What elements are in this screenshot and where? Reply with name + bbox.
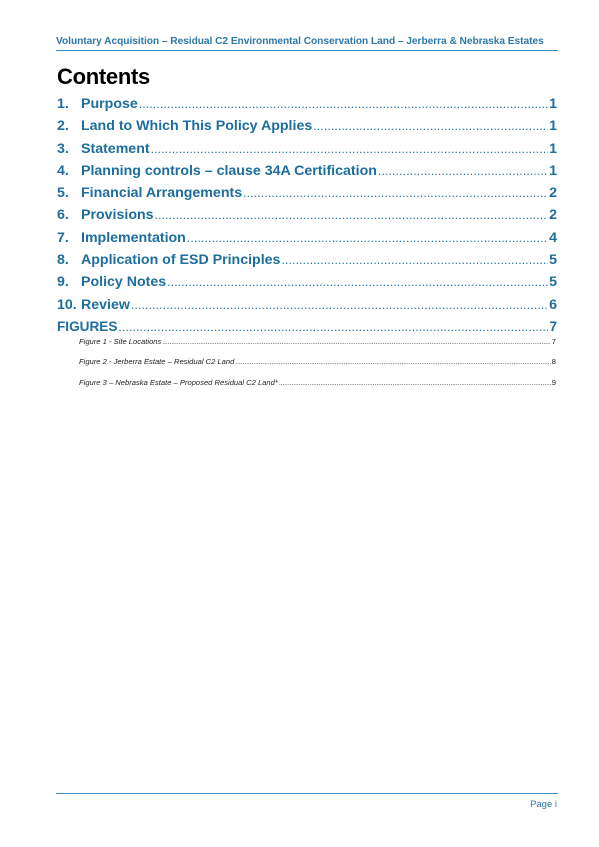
figure-entry-page: 7 xyxy=(551,337,556,346)
toc-entry-label: Review xyxy=(81,296,130,313)
toc-entry-page: 7 xyxy=(549,318,557,334)
toc-leader-dots xyxy=(131,298,548,312)
toc-leader-dots xyxy=(243,186,548,200)
toc-entry-page: 1 xyxy=(549,118,557,135)
toc-entry-label: Purpose xyxy=(81,96,138,112)
toc-entry-page: 4 xyxy=(549,229,557,246)
toc-entry-statement[interactable] xyxy=(57,141,557,163)
table-of-contents xyxy=(57,96,557,341)
toc-entry-land[interactable] xyxy=(57,118,557,140)
contents-title: Contents xyxy=(57,64,150,89)
toc-entry-provisions[interactable] xyxy=(57,207,557,229)
toc-leader-dots xyxy=(167,275,548,289)
figure-entry-page: 8 xyxy=(551,357,556,367)
toc-entry-page: 5 xyxy=(549,252,557,269)
figure-entry-label: Figure 1 - Site Locations xyxy=(79,337,162,346)
toc-entry-number: 1. xyxy=(57,96,69,112)
running-header: Voluntary Acquisition – Residual C2 Environmental Conservation Land – Jerberra & Nebraska Estates xyxy=(56,36,544,47)
toc-entry-page: 2 xyxy=(549,207,557,224)
toc-entry-implementation[interactable] xyxy=(57,230,557,252)
toc-entry-page: 5 xyxy=(549,274,557,291)
toc-entry-purpose[interactable] xyxy=(57,96,557,118)
figure-entry-label: Figure 2 - Jerberra Estate – Residual C2 Land xyxy=(79,357,235,367)
toc-entry-number: 7. xyxy=(57,229,69,246)
toc-leader-dots xyxy=(155,208,549,222)
footer-divider xyxy=(56,793,558,794)
toc-entry-number: 2. xyxy=(57,118,69,135)
toc-entry-number: 8. xyxy=(57,252,69,269)
toc-entry-label: Statement xyxy=(81,140,150,157)
toc-entry-number: 3. xyxy=(57,140,69,157)
toc-entry-number: 4. xyxy=(57,162,69,179)
figure-entry[interactable] xyxy=(79,378,556,398)
figure-entry[interactable] xyxy=(79,357,556,377)
toc-entry-label: Planning controls – clause 34A Certification xyxy=(81,162,377,179)
toc-entry-label: Provisions xyxy=(81,207,154,224)
toc-entry-page: 6 xyxy=(549,296,557,313)
header-divider xyxy=(56,50,558,51)
toc-entry-label: Implementation xyxy=(81,229,186,246)
toc-entry-number: 6. xyxy=(57,207,69,224)
toc-entry-page: 2 xyxy=(549,185,557,202)
toc-entry-page: 1 xyxy=(549,140,557,157)
toc-leader-dots xyxy=(187,231,548,245)
figure-entry-label: Figure 3 – Nebraska Estate – Proposed Residual C2 Land* xyxy=(79,377,278,387)
toc-leader-dots xyxy=(151,142,549,156)
figure-entry[interactable] xyxy=(79,337,556,357)
toc-entry-number: 9. xyxy=(57,274,69,291)
figure-entry-page: 9 xyxy=(551,377,556,387)
toc-entry-number: 10. xyxy=(57,296,77,313)
toc-leader-dots xyxy=(378,164,548,178)
toc-entry-label: Application of ESD Principles xyxy=(81,252,281,269)
toc-entry-review[interactable] xyxy=(57,297,557,319)
figure-leader-dots xyxy=(162,339,550,346)
toc-leader-dots xyxy=(313,119,548,133)
toc-entry-page: 1 xyxy=(549,96,557,112)
toc-entry-esd-principles[interactable] xyxy=(57,252,557,274)
toc-entry-financial[interactable] xyxy=(57,185,557,207)
toc-entry-label: FIGURES xyxy=(57,318,118,334)
toc-entry-label: Policy Notes xyxy=(81,274,167,291)
figure-leader-dots xyxy=(235,359,550,366)
toc-entry-label: Land to Which This Policy Applies xyxy=(81,118,313,135)
figures-list xyxy=(79,337,556,398)
toc-entry-planning-controls[interactable] xyxy=(57,163,557,185)
toc-entry-policy-notes[interactable] xyxy=(57,274,557,296)
toc-entry-number: 5. xyxy=(57,185,69,202)
toc-leader-dots xyxy=(118,320,548,334)
figure-leader-dots xyxy=(279,380,551,387)
toc-entry-page: 1 xyxy=(549,162,557,179)
toc-leader-dots xyxy=(139,97,548,111)
toc-leader-dots xyxy=(281,253,548,267)
toc-entry-label: Financial Arrangements xyxy=(81,185,243,202)
page-number: Page i xyxy=(530,799,557,810)
